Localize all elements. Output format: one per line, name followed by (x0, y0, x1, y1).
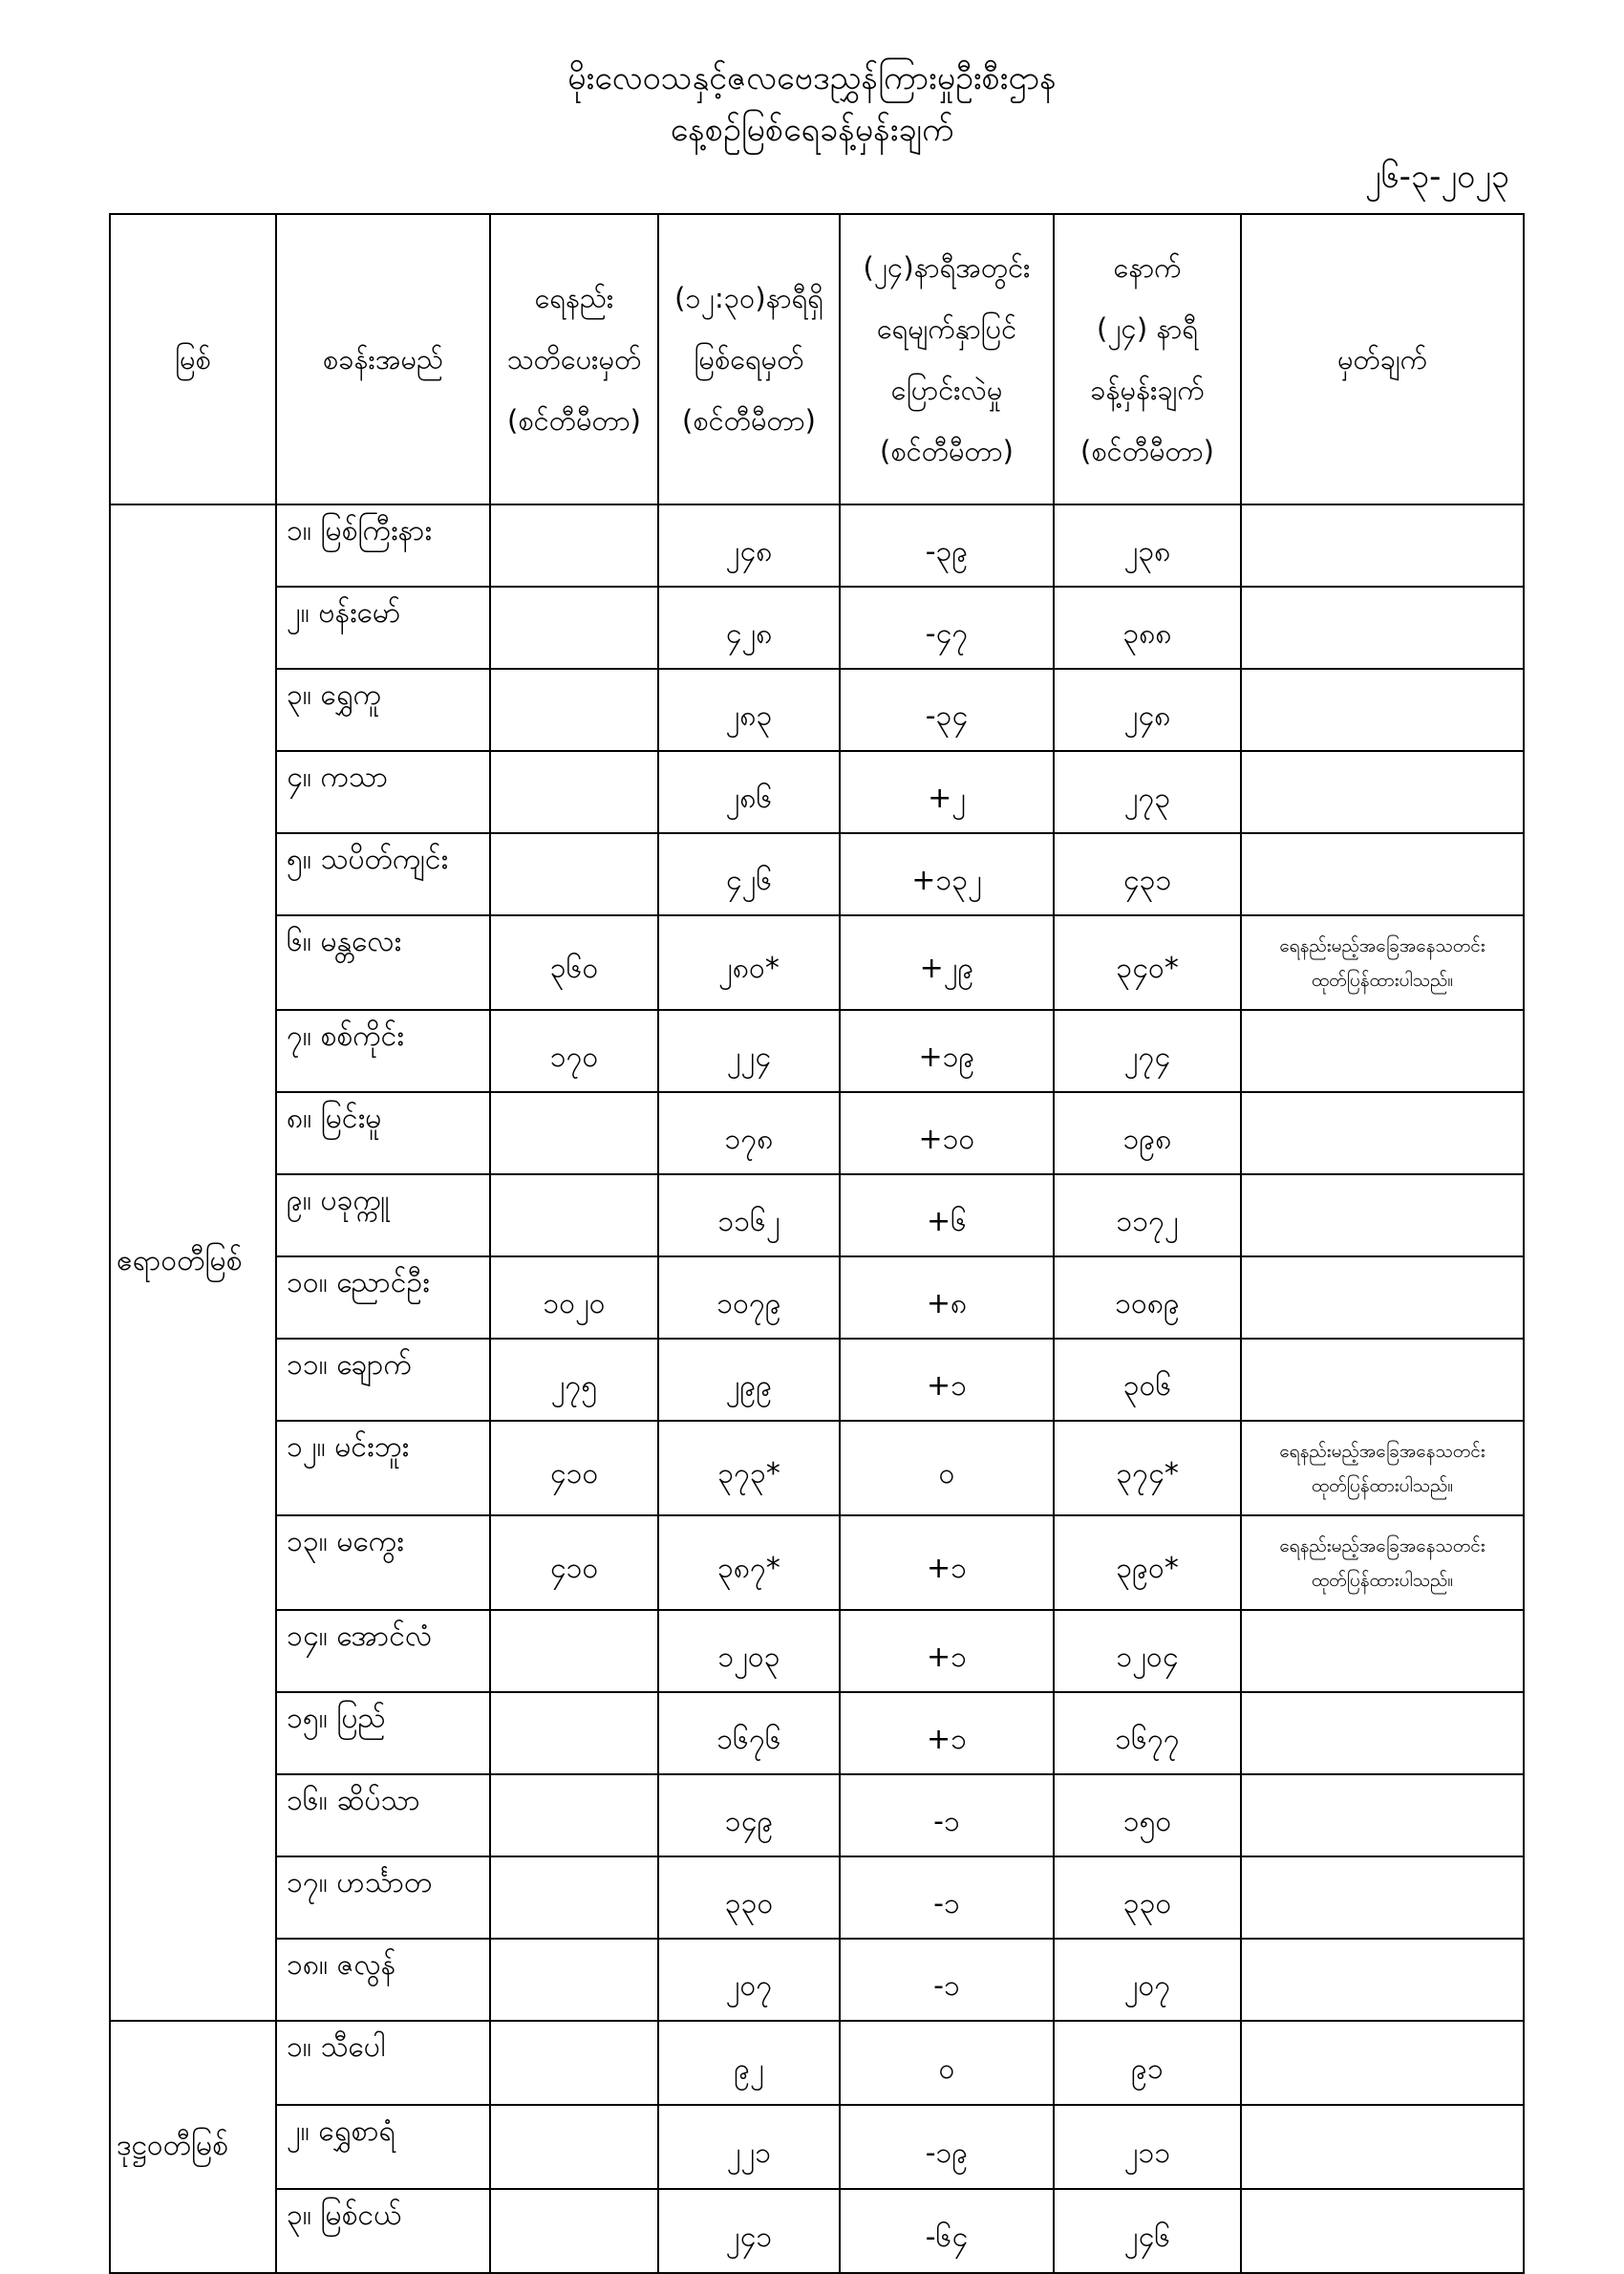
water-level-cell: ၁၄၉ (658, 1774, 840, 1856)
level-change-cell: +၆ (840, 1174, 1054, 1256)
table-row (110, 1856, 1524, 1939)
report-date: ၂၆-၃-၂၀၂၃ (1364, 158, 1509, 196)
water-level-cell: ၂၀၇ (658, 1939, 840, 2021)
warning-level-cell (490, 504, 658, 587)
warning-level-cell: ၁၇၀ (490, 1010, 658, 1092)
level-change-cell: -၁ (840, 1774, 1054, 1856)
warning-level-cell (490, 587, 658, 669)
remark-cell (1241, 1610, 1524, 1692)
column-header-line: စခန်းအမည် (322, 343, 444, 375)
table-row (110, 2021, 1524, 2105)
column-header-line: သတိပေးမှတ် (506, 343, 642, 375)
warning-level-cell (490, 669, 658, 751)
warning-level-cell (490, 1774, 658, 1856)
remark-line: ရေနည်းမည့်အခြေအနေသတင်း (1279, 934, 1485, 956)
forecast-cell: ၁၅၀ (1054, 1774, 1241, 1856)
remark-cell (1241, 504, 1524, 587)
forecast-cell: ၃၀၆ (1054, 1339, 1241, 1421)
station-name: ၁၄။ အောင်လံ (276, 1610, 490, 1692)
remark-cell (1241, 1939, 1524, 2021)
level-change-cell: -၃၉ (840, 504, 1054, 587)
forecast-cell: ၁၂၀၄ (1054, 1610, 1241, 1692)
warning-level-cell (490, 751, 658, 833)
level-change-cell: +၈ (840, 1256, 1054, 1339)
forecast-cell: ၂၇၄ (1054, 1010, 1241, 1092)
table-row (110, 587, 1524, 669)
forecast-cell: ၂၄၆ (1054, 2189, 1241, 2273)
column-header-station (276, 214, 490, 504)
warning-level-cell: ၁၀၂၀ (490, 1256, 658, 1339)
page-subtitle: နေ့စဉ်မြစ်ရေခန့်မှန်းချက် (670, 111, 954, 149)
station-name: ၆။ မန္တလေး (276, 915, 490, 1010)
level-change-cell: +၂၉ (840, 915, 1054, 1010)
table-row (110, 1174, 1524, 1256)
station-name: ၂။ ဗန်းမော် (276, 587, 490, 669)
station-name: ၁၈။ ဇလွန် (276, 1939, 490, 2021)
remark-cell (1241, 1174, 1524, 1256)
water-level-cell: ၁၂၀၃ (658, 1610, 840, 1692)
remark-cell (1241, 915, 1524, 1010)
remark-line: ထုတ်ပြန်ထားပါသည်။ (1311, 1474, 1454, 1496)
water-level-cell: ၂၉၉ (658, 1339, 840, 1421)
remark-cell (1241, 751, 1524, 833)
column-header-line: (စင်တီမီတာ) (507, 404, 641, 437)
forecast-table (109, 213, 1525, 2274)
station-name: ၂။ ရွှေစာရံ (276, 2105, 490, 2189)
water-level-cell: ၂၈၀* (658, 915, 840, 1010)
level-change-cell: ၀ (840, 2021, 1054, 2105)
water-level-cell: ၄၂၈ (658, 587, 840, 669)
forecast-cell: ၄၃၁ (1054, 833, 1241, 915)
table-row (110, 1774, 1524, 1856)
table-row (110, 1515, 1524, 1610)
level-change-cell: +၁၀ (840, 1092, 1054, 1174)
station-name: ၃။ ရွှေကူ (276, 669, 490, 751)
forecast-cell: ၃၃၀ (1054, 1856, 1241, 1939)
forecast-cell: ၃၉၀* (1054, 1515, 1241, 1610)
river-name: ဧရာဝတီမြစ် (110, 504, 276, 2021)
table-row (110, 2105, 1524, 2189)
station-name: ၉။ ပခုက္ကူ (276, 1174, 490, 1256)
level-change-cell: ၀ (840, 1421, 1054, 1515)
column-header-line: (၁၂:၃၀)နာရီရှိ (674, 282, 823, 314)
column-header-river (110, 214, 276, 504)
warning-level-cell (490, 1610, 658, 1692)
column-header-current-level (658, 214, 840, 504)
table-row (110, 1092, 1524, 1174)
column-header-line: ပြောင်းလဲမှု (890, 374, 1003, 406)
warning-level-cell (490, 2189, 658, 2273)
station-name: ၅။ သပိတ်ကျင်း (276, 833, 490, 915)
table-row (110, 1256, 1524, 1339)
warning-level-cell (490, 1692, 658, 1774)
level-change-cell: +၁ (840, 1339, 1054, 1421)
table-header (110, 214, 1524, 504)
station-name: ၈။ မြင်းမူ (276, 1092, 490, 1174)
warning-level-cell (490, 1174, 658, 1256)
header-row (110, 214, 1524, 504)
level-change-cell: -၁ (840, 1939, 1054, 2021)
water-level-cell: ၂၄၈ (658, 504, 840, 587)
water-level-cell: ၂၈၃ (658, 669, 840, 751)
station-name: ၁၁။ ချောက် (276, 1339, 490, 1421)
column-header-line: (စင်တီမီတာ) (1080, 435, 1214, 467)
warning-level-cell (490, 2021, 658, 2105)
table-body (110, 504, 1524, 2273)
station-name: ၇။ စစ်ကိုင်း (276, 1010, 490, 1092)
remark-line: ထုတ်ပြန်ထားပါသည်။ (1311, 969, 1454, 991)
remark-cell (1241, 587, 1524, 669)
forecast-cell: ၂၁၁ (1054, 2105, 1241, 2189)
table-row (110, 2189, 1524, 2273)
table-row (110, 1692, 1524, 1774)
column-header-level-change (840, 214, 1054, 504)
remark-cell (1241, 1010, 1524, 1092)
table-row (110, 751, 1524, 833)
remark-cell (1241, 1421, 1524, 1515)
forecast-cell: ၂၃၈ (1054, 504, 1241, 587)
water-level-cell: ၁၆၇၆ (658, 1692, 840, 1774)
water-level-cell: ၁၀၇၉ (658, 1256, 840, 1339)
level-change-cell: -၁ (840, 1856, 1054, 1939)
warning-level-cell (490, 2105, 658, 2189)
remark-cell (1241, 1339, 1524, 1421)
water-level-cell: ၉၂ (658, 2021, 840, 2105)
remark-line: ရေနည်းမည့်အခြေအနေသတင်း (1279, 1440, 1485, 1462)
remark-cell (1241, 2105, 1524, 2189)
forecast-cell: ၂၇၃ (1054, 751, 1241, 833)
water-level-cell: ၂၂၄ (658, 1010, 840, 1092)
warning-level-cell (490, 1856, 658, 1939)
column-header-line: (၂၄)နာရီအတွင်း (863, 251, 1031, 284)
column-header-line: ခန့်မှန်းချက် (1090, 374, 1205, 406)
level-change-cell: +၁၉ (840, 1010, 1054, 1092)
warning-level-cell: ၄၁၀ (490, 1515, 658, 1610)
table-row (110, 1939, 1524, 2021)
table-row (110, 1339, 1524, 1421)
forecast-cell: ၉၁ (1054, 2021, 1241, 2105)
warning-level-cell: ၂၇၅ (490, 1339, 658, 1421)
station-name: ၁။ မြစ်ကြီးနား (276, 504, 490, 587)
level-change-cell: +၂ (840, 751, 1054, 833)
level-change-cell: +၁ (840, 1515, 1054, 1610)
column-header-forecast (1054, 214, 1241, 504)
column-header-remark (1241, 214, 1524, 504)
remark-cell (1241, 1092, 1524, 1174)
column-header-line: မြစ် (175, 343, 211, 375)
level-change-cell: -၆၄ (840, 2189, 1054, 2273)
water-level-cell: ၁၇၈ (658, 1092, 840, 1174)
table-row (110, 1421, 1524, 1515)
level-change-cell: +၁ (840, 1692, 1054, 1774)
forecast-cell: ၂၄၈ (1054, 669, 1241, 751)
level-change-cell: -၃၄ (840, 669, 1054, 751)
warning-level-cell: ၃၆၀ (490, 915, 658, 1010)
table-row (110, 1610, 1524, 1692)
remark-cell (1241, 669, 1524, 751)
water-level-cell: ၁၁၆၂ (658, 1174, 840, 1256)
station-name: ၁၀။ ညောင်ဦး (276, 1256, 490, 1339)
column-header-line: မြစ်ရေမှတ် (694, 343, 804, 375)
column-header-line: ရေနည်း (534, 282, 614, 314)
warning-level-cell: ၄၁၀ (490, 1421, 658, 1515)
level-change-cell: +၁၃၂ (840, 833, 1054, 915)
forecast-cell: ၁၀၈၉ (1054, 1256, 1241, 1339)
level-change-cell: -၄၇ (840, 587, 1054, 669)
column-header-warning-level (490, 214, 658, 504)
station-name: ၃။ မြစ်ငယ် (276, 2189, 490, 2273)
remark-cell (1241, 1856, 1524, 1939)
column-header-line: နောက် (1113, 251, 1182, 284)
station-name: ၁၃။ မကွေး (276, 1515, 490, 1610)
water-level-cell: ၃၃၀ (658, 1856, 840, 1939)
water-level-cell: ၂၄၁ (658, 2189, 840, 2273)
remark-line: ရေနည်းမည့်အခြေအနေသတင်း (1279, 1534, 1485, 1556)
water-level-cell: ၄၂၆ (658, 833, 840, 915)
level-change-cell: +၁ (840, 1610, 1054, 1692)
station-name: ၁၂။ မင်းဘူး (276, 1421, 490, 1515)
station-name: ၁၅။ ပြည် (276, 1692, 490, 1774)
forecast-cell: ၃၈၈ (1054, 587, 1241, 669)
table-row (110, 669, 1524, 751)
remark-cell (1241, 2189, 1524, 2273)
water-level-cell: ၃၇၃* (658, 1421, 840, 1515)
remark-cell (1241, 2021, 1524, 2105)
forecast-cell: ၃၇၄* (1054, 1421, 1241, 1515)
column-header-line: ရေမျက်နှာပြင် (876, 312, 1017, 345)
remark-cell (1241, 1692, 1524, 1774)
table-row (110, 915, 1524, 1010)
forecast-cell: ၂၀၇ (1054, 1939, 1241, 2021)
remark-cell (1241, 833, 1524, 915)
forecast-cell: ၃၄၀* (1054, 915, 1241, 1010)
table-row (110, 833, 1524, 915)
warning-level-cell (490, 833, 658, 915)
forecast-cell: ၁၁၇၂ (1054, 1174, 1241, 1256)
station-name: ၁။ သီပေါ (276, 2021, 490, 2105)
level-change-cell: -၁၉ (840, 2105, 1054, 2189)
table-row (110, 1010, 1524, 1092)
remark-line: ထုတ်ပြန်ထားပါသည်။ (1311, 1569, 1454, 1591)
forecast-cell: ၁၆၇၇ (1054, 1692, 1241, 1774)
station-name: ၄။ ကသာ (276, 751, 490, 833)
table-row (110, 504, 1524, 587)
remark-cell (1241, 1515, 1524, 1610)
forecast-cell: ၁၉၈ (1054, 1092, 1241, 1174)
column-header-line: မှတ်ချက် (1336, 343, 1428, 375)
station-name: ၁၇။ ဟင်္သာတ (276, 1856, 490, 1939)
water-level-cell: ၂၈၆ (658, 751, 840, 833)
column-header-line: (စင်တီမီတာ) (880, 435, 1014, 467)
page-title: မိုးလေဝသနှင့်ဇလဗေဒညွှန်ကြားမှုဦးစီးဌာန (567, 59, 1057, 97)
warning-level-cell (490, 1939, 658, 2021)
warning-level-cell (490, 1092, 658, 1174)
water-level-cell: ၂၂၁ (658, 2105, 840, 2189)
remark-cell (1241, 1774, 1524, 1856)
station-name: ၁၆။ ဆိပ်သာ (276, 1774, 490, 1856)
column-header-line: (စင်တီမီတာ) (682, 404, 816, 437)
remark-cell (1241, 1256, 1524, 1339)
water-level-cell: ၃၈၇* (658, 1515, 840, 1610)
river-name: ဒုဋ္ဌဝတီမြစ် (110, 2021, 276, 2273)
column-header-line: (၂၄) နာရီ (1097, 312, 1198, 345)
